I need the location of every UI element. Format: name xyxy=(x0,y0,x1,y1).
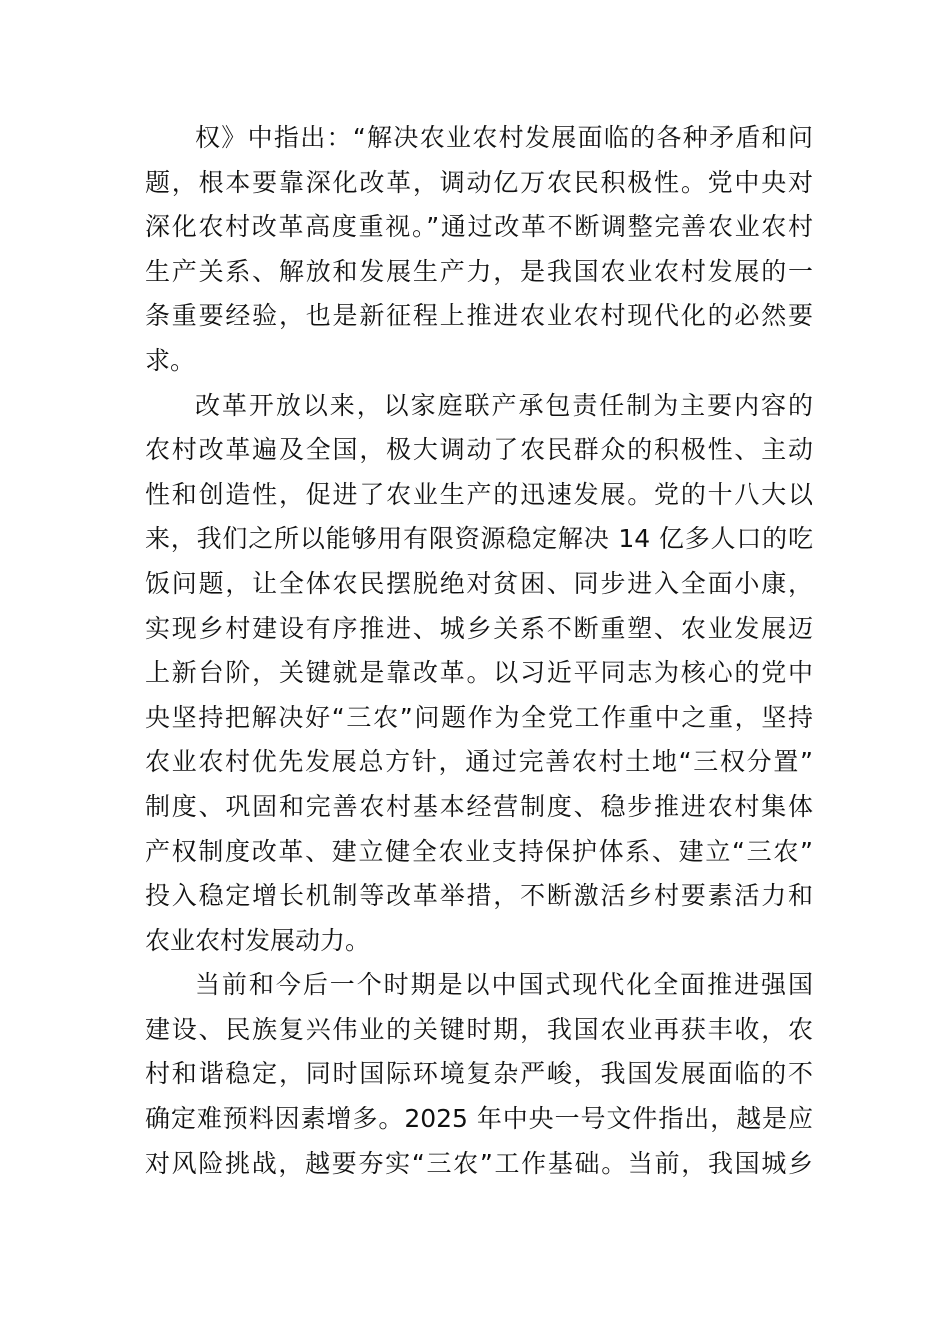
document-body-text xyxy=(145,116,813,1186)
text-line: 求。 xyxy=(145,345,196,375)
text-line: 央坚持把解决好“三农”问题作为全党工作重中之重，坚持 xyxy=(145,702,813,732)
text-line: 生产关系、解放和发展生产力，是我国农业农村发展的一 xyxy=(145,256,813,286)
text-line: 村和谐稳定，同时国际环境复杂严峻，我国发展面临的不 xyxy=(145,1059,813,1089)
text-line: 农业农村优先发展总方针，通过完善农村土地“三权分置” xyxy=(145,747,813,777)
text-line: 题，根本要靠深化改革，调动亿万农民积极性。党中央对 xyxy=(145,167,813,197)
text-line: 产权制度改革、建立健全农业支持保护体系、建立“三农” xyxy=(145,836,813,866)
text-line: 对风险挑战，越要夯实“三农”工作基础。当前，我国城乡 xyxy=(145,1148,813,1178)
text-line: 农村改革遍及全国，极大调动了农民群众的积极性、主动 xyxy=(145,435,813,465)
text-line: 农业农村发展动力。 xyxy=(145,925,371,955)
text-line: 制度、巩固和完善农村基本经营制度、稳步推进农村集体 xyxy=(145,791,813,821)
text-line: 建设、民族复兴伟业的关键时期，我国农业再获丰收，农 xyxy=(145,1014,813,1044)
text-line: 条重要经验，也是新征程上推进农业农村现代化的必然要 xyxy=(145,301,813,331)
text-line: 当前和今后一个时期是以中国式现代化全面推进强国 xyxy=(195,970,813,1000)
text-line: 确定难预料因素增多。2025 年中央一号文件指出，越是应 xyxy=(145,1104,813,1134)
text-line: 性和创造性，促进了农业生产的迅速发展。党的十八大以 xyxy=(145,479,813,509)
text-line: 投入稳定增长机制等改革举措，不断激活乡村要素活力和 xyxy=(145,881,813,911)
text-line: 上新台阶，关键就是靠改革。以习近平同志为核心的党中 xyxy=(145,658,813,688)
text-line: 改革开放以来，以家庭联产承包责任制为主要内容的 xyxy=(195,390,813,420)
text-line: 权》中指出：“解决农业农村发展面临的各种矛盾和问 xyxy=(195,123,813,152)
text-line: 来，我们之所以能够用有限资源稳定解决 14 亿多人口的吃 xyxy=(145,524,813,554)
text-line: 饭问题，让全体农民摆脱绝对贫困、同步进入全面小康， xyxy=(145,568,813,598)
text-line: 深化农村改革高度重视。”通过改革不断调整完善农业农村 xyxy=(145,212,813,242)
text-line: 实现乡村建设有序推进、城乡关系不断重塑、农业发展迈 xyxy=(145,613,813,643)
